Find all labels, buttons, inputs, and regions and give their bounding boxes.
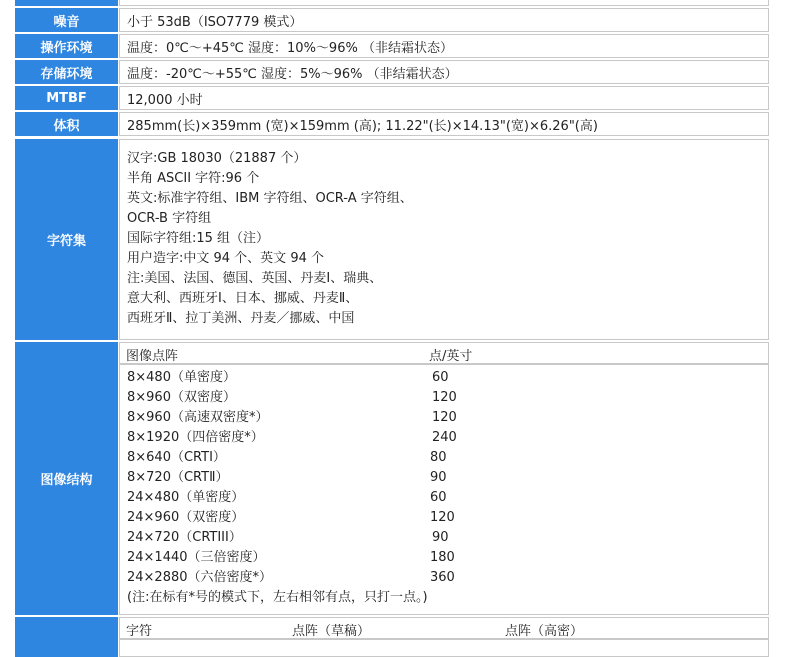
row-label: 图像结构 [15, 342, 118, 615]
charset-line: 英文:标准字符组、IBM 字符组、OCR-A 字符组、 [127, 191, 413, 206]
header-draft: 点阵（草稿） [292, 623, 371, 639]
header-dot-matrix: 图像点阵 [126, 348, 179, 364]
header-char: 字符 [126, 623, 153, 639]
header-dpi: 点/英寸 [429, 348, 473, 364]
charset-line: 汉字:GB 18030（21887 个） [127, 151, 307, 166]
spec-row-dimensions [15, 112, 769, 136]
charset-line: 用户造字:中文 94 个、英文 94 个 [127, 251, 324, 266]
row-value: 温度：0℃～+45℃ 湿度：10%～96% （非结霜状态） [119, 34, 769, 58]
charset-line: 西班牙Ⅱ、拉丁美洲、丹麦／挪威、中国 [127, 311, 355, 326]
table-row: 24×960（双密度） 120 [127, 510, 455, 525]
charset-line: OCR-B 字符组 [127, 211, 212, 226]
row-label: 操作环境 [15, 34, 118, 58]
spec-row-charset [15, 139, 769, 340]
row-value [119, 0, 769, 6]
row-label: MTBF [15, 86, 118, 110]
table-row: 8×960（高速双密度*） 120 [127, 410, 457, 425]
charset-line: 国际字符组:15 组（注） [127, 231, 270, 246]
row-value: 小于 53dB（ISO7779 模式） [119, 8, 769, 32]
char-table-body [119, 639, 769, 657]
row-value: 285mm(长)×359mm (宽)×159mm (高); 11.22"(长)×14.13"(宽)×6.26"(高) [119, 112, 769, 136]
table-row: 24×720（CRTIII） 90 [127, 530, 449, 545]
table-row: 24×480（单密度） 60 [127, 490, 447, 505]
row-label [15, 0, 118, 6]
row-label: 存储环境 [15, 60, 118, 84]
row-label: 体积 [15, 112, 118, 136]
charset-line: 半角 ASCII 字符:96 个 [127, 171, 260, 186]
table-note: (注:在标有*号的模式下，左右相邻有点，只打一点。) [127, 590, 428, 605]
spec-row-storage-env [15, 60, 769, 84]
spec-row-top-partial [15, 0, 769, 6]
table-row: 8×960（双密度） 120 [127, 390, 457, 405]
table-row: 8×640（CRTⅠ） 80 [127, 450, 447, 465]
image-structure-table [119, 364, 769, 615]
spec-row-image-structure [15, 342, 769, 615]
char-table-header [119, 617, 769, 639]
row-label [15, 617, 118, 657]
row-value: 12,000 小时 [119, 86, 769, 110]
charset-line: 意大利、西班牙Ⅰ、日本、挪威、丹麦Ⅱ、 [127, 291, 359, 306]
charset-list [119, 139, 769, 340]
row-label: 噪音 [15, 8, 118, 32]
spec-row-mtbf [15, 86, 769, 110]
table-row: 8×720（CRTⅡ） 90 [127, 470, 447, 485]
table-row: 8×1920（四倍密度*） 240 [127, 430, 457, 445]
table-row: 24×1440（三倍密度） 180 [127, 550, 455, 565]
image-structure-header [119, 342, 769, 364]
header-high-density: 点阵（高密） [505, 623, 584, 639]
spec-row-operating-env [15, 34, 769, 58]
spec-row-char-table [15, 617, 769, 657]
table-row: 8×480（单密度） 60 [127, 370, 449, 385]
row-label: 字符集 [15, 139, 118, 340]
spec-row-noise [15, 8, 769, 32]
table-row: 24×2880（六倍密度*） 360 [127, 570, 455, 585]
charset-line: 注:美国、法国、德国、英国、丹麦Ⅰ、瑞典、 [127, 271, 383, 286]
row-value: 温度：-20℃～+55℃ 湿度：5%～96% （非结霜状态） [119, 60, 769, 84]
